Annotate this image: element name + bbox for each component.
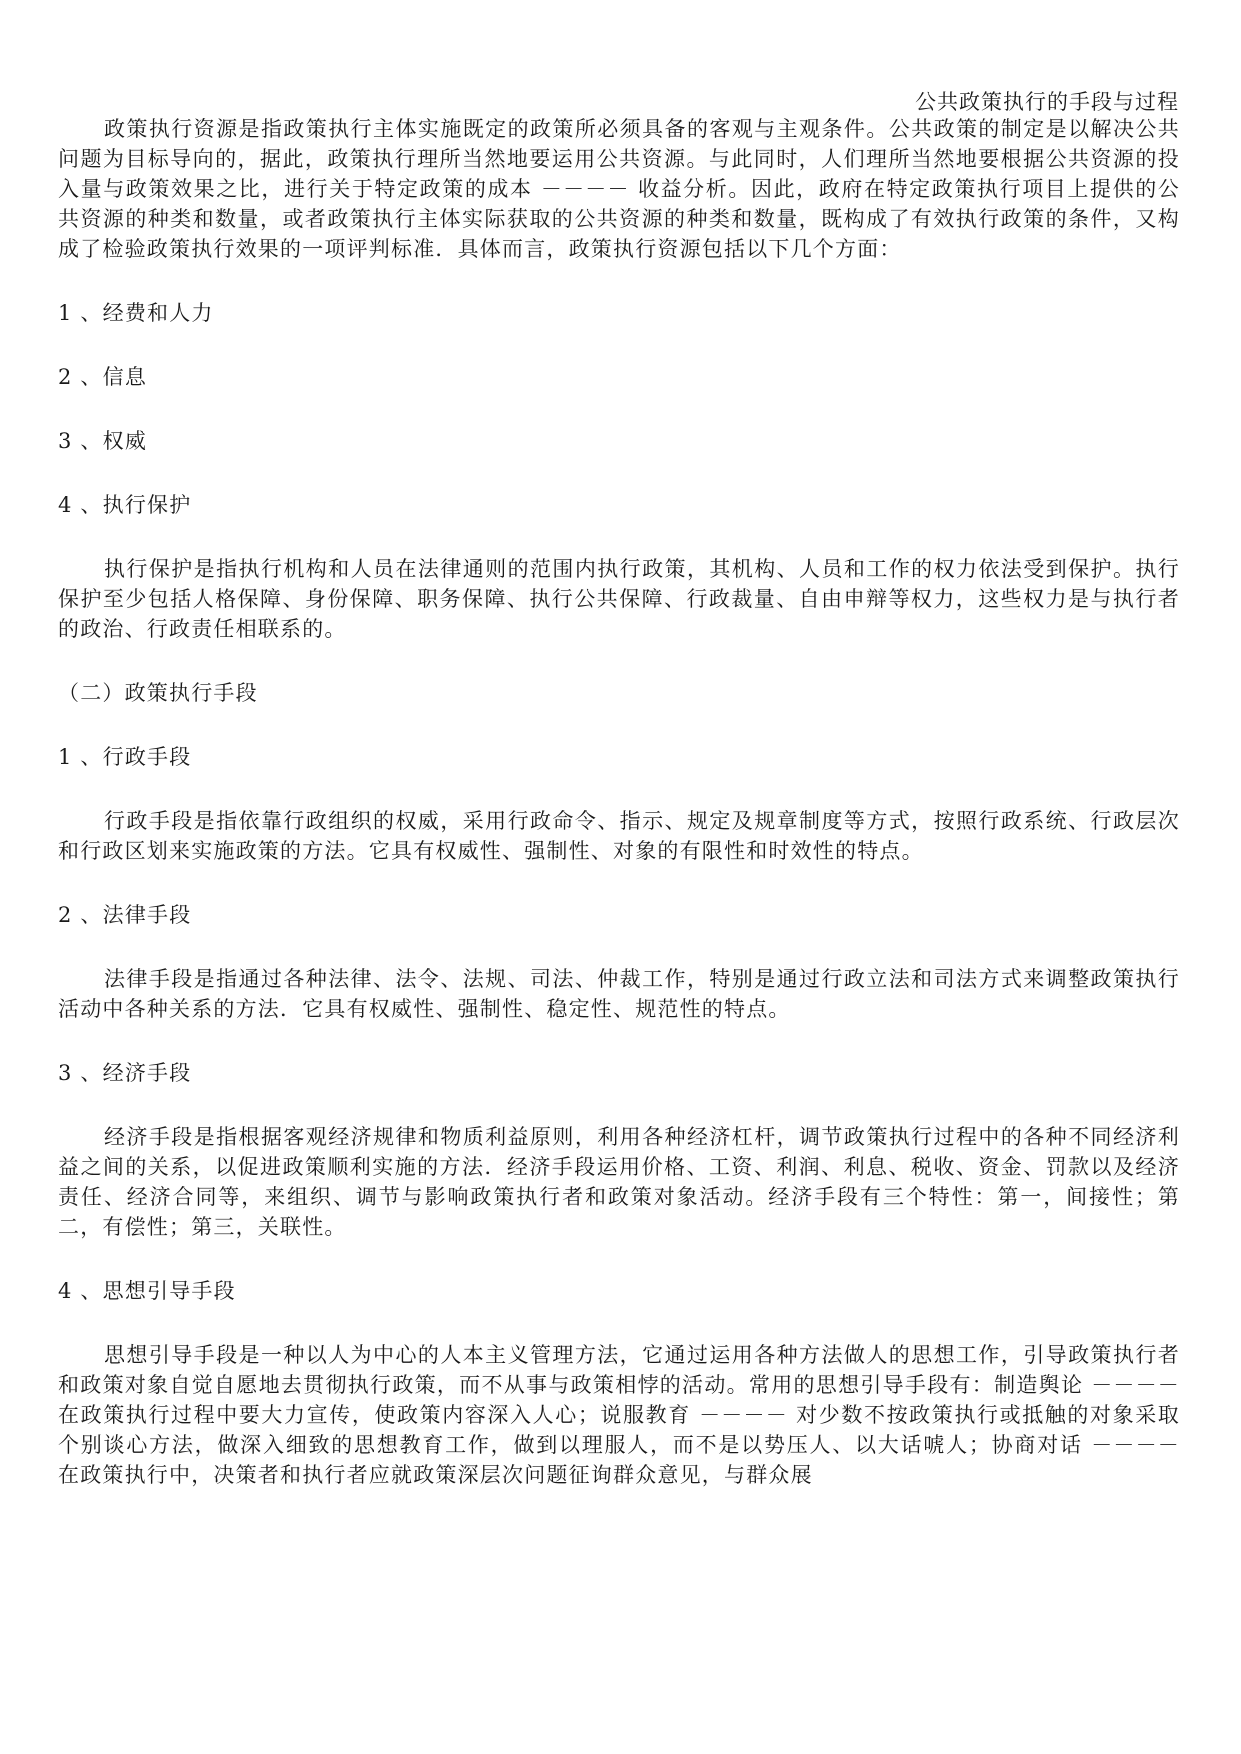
paragraph-execution-protection: 执行保护是指执行机构和人员在法律通则的范围内执行政策，其机构、人员和工作的权力依法受到保护。执行保护至少包括人格保障、身份保障、职务保障、执行公共保障、行政裁量、自由申辩等权力，这些权力是与执行者的政治、行政责任相联系的。 xyxy=(58,557,1180,641)
resource-item-funding: 1 、经费和人力 xyxy=(58,301,214,325)
heading-ideological-means: 4 、思想引导手段 xyxy=(58,1279,236,1303)
resource-item-authority: 3 、权威 xyxy=(58,429,148,453)
paragraph-administrative-means: 行政手段是指依靠行政组织的权威，采用行政命令、指示、规定及规章制度等方式，按照行政系统、行政层次和行政区划来实施政策的方法。它具有权威性、强制性、对象的有限性和时效性的特点。 xyxy=(58,809,1180,863)
paragraph-economic-means: 经济手段是指根据客观经济规律和物质利益原则，利用各种经济杠杆，调节政策执行过程中的各种不同经济利益之间的关系，以促进政策顺利实施的方法．经济手段运用价格、工资、利润、利息、税收、资金、罚款以及经济责任、经济合同等，来组织、调节与影响政策执行者和政策对象活动。经济手段有三个特性：第一，间接性；第二，有偿性；第三，关联性。 xyxy=(58,1125,1180,1239)
resource-item-protection: 4 、执行保护 xyxy=(58,493,192,517)
paragraph-ideological-means: 思想引导手段是一种以人为中心的人本主义管理方法，它通过运用各种方法做人的思想工作，引导政策执行者和政策对象自觉自愿地去贯彻执行政策，而不从事与政策相悖的活动。常用的思想引导手段有：制造舆论 －－－－ 在政策执行过程中要大力宣传，使政策内容深入人心；说服教育 －－－－ 对少数不按政策执行或抵触的对象采取个别谈心方法，做深入细致的思想教育工作，做到以理服人，而不是以势压人、以大话唬人；协商对话 －－－－ 在政策执行中，决策者和执行者应就政策深层次问题征询群众意见，与群众展 xyxy=(58,1343,1180,1487)
resource-item-information: 2 、信息 xyxy=(58,365,148,389)
paragraph-resources-intro: 政策执行资源是指政策执行主体实施既定的政策所必须具备的客观与主观条件。公共政策的制定是以解决公共问题为目标导向的，据此，政策执行理所当然地要运用公共资源。与此同时，人们理所当然地要根据公共资源的投入量与政策效果之比，进行关于特定政策的成本 －－－－ 收益分析。因此，政府在特定政策执行项目上提供的公共资源的种类和数量，或者政策执行主体实际获取的公共资源的种类和数量，既构成了有效执行政策的条件，又构成了检验政策执行效果的一项评判标准．具体而言，政策执行资源包括以下几个方面： xyxy=(58,117,1180,261)
heading-legal-means: 2 、法律手段 xyxy=(58,903,192,927)
paragraph-legal-means: 法律手段是指通过各种法律、法令、法规、司法、仲裁工作，特别是通过行政立法和司法方式来调整政策执行活动中各种关系的方法．它具有权威性、强制性、稳定性、规范性的特点。 xyxy=(58,967,1180,1021)
document-body xyxy=(58,114,1180,1490)
running-header: 公共政策执行的手段与过程 xyxy=(915,90,1179,114)
heading-economic-means: 3 、经济手段 xyxy=(58,1061,192,1085)
heading-administrative-means: 1 、行政手段 xyxy=(58,745,192,769)
section-heading-means: （二）政策执行手段 xyxy=(58,681,258,705)
